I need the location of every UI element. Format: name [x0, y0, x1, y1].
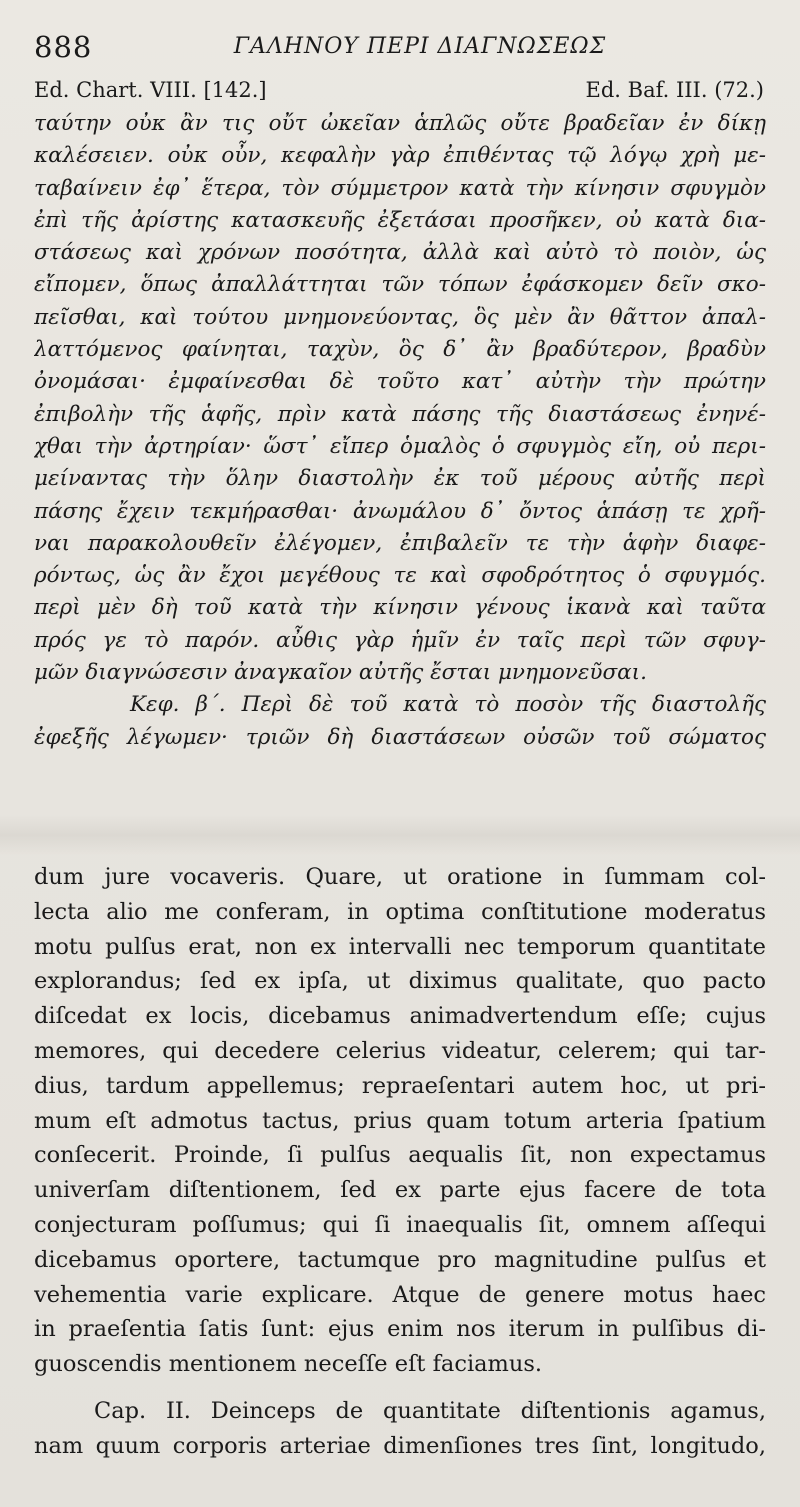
latin-line: vehementia varie explicare. Atque de genere motus haec	[34, 1281, 766, 1308]
edition-basel: Ed. Baf. III. (72.)	[585, 78, 764, 102]
greek-line: καλέσειεν. οὐκ οὖν, κεφαλὴν γὰρ ἐπιθέντας τῷ λόγῳ χρὴ με-	[34, 143, 766, 169]
latin-line: dum jure vocaveris. Quare, ut oratione in ſummam col-	[34, 864, 766, 890]
latin-line: mum eſt admotus tactus, prius quam totum arteria ſpatium	[34, 1107, 766, 1134]
greek-line: μῶν διαγνώσεσιν ἀναγκαῖον αὐτῆς ἔσται μνημονεῦσαι.	[34, 660, 647, 686]
latin-line: in praeſentia ſatis ſunt: ejus enim nos iterum in pulſibus di-	[34, 1316, 766, 1343]
latin-line: nam quum corporis arteriae dimenſiones tres ſint, longitudo,	[34, 1432, 766, 1459]
latin-line: conjecturam poſſumus; qui ſi inaequalis ſit, omnem aſſequi	[34, 1211, 766, 1238]
latin-text-block	[34, 860, 766, 1464]
greek-line: ταβαίνειν ἐφ᾽ ἕτερα, τὸν σύμμετρον κατὰ τὴν κίνησιν σφυγμὸν	[34, 175, 766, 201]
latin-line: univerſam diſtentionem, ſed ex parte ejus facere de tota	[34, 1177, 766, 1204]
greek-line: περὶ μὲν δὴ τοῦ κατὰ τὴν κίνησιν γένους ἱκανὰ καὶ ταῦτα	[34, 595, 766, 621]
running-title: ΓΑΛΗΝΟΥ ΠΕΡΙ ΔΙΑΓΝΩΣΕΩΣ	[233, 34, 607, 59]
latin-line: diſcedat ex locis, dicebamus animadvertendum eſſe; cujus	[34, 1003, 766, 1030]
greek-line: πάσης ἔχειν τεκμήρασθαι· ἀνωμάλου δ᾽ ὄντος ἁπάσῃ τε χρῆ-	[34, 498, 766, 524]
latin-line: explorandus; ſed ex ipſa, ut diximus qualitate, quo pacto	[34, 968, 766, 995]
latin-line: motu pulſus erat, non ex intervalli nec temporum quantitate	[34, 933, 766, 960]
latin-chapter-heading: Cap. II. Deinceps de quantitate diſtentionis agamus,	[94, 1397, 766, 1424]
edition-line	[34, 78, 764, 106]
greek-chapter-heading: Κεφ. β΄. Περὶ δὲ τοῦ κατὰ τὸ ποσὸν τῆς διαστολῆς	[130, 692, 766, 718]
greek-line: λαττόμενος φαίνηται, ταχὺν, ὃς δ᾽ ἂν βραδύτερον, βραδὺν	[34, 337, 766, 363]
greek-line: εἴπομεν, ὅπως ἀπαλλάττηται τῶν τόπων ἐφάσκομεν δεῖν σκο-	[34, 272, 766, 298]
latin-line: dius, tardum appellemus; repraeſentari autem hoc, ut pri-	[34, 1072, 766, 1099]
greek-line: ἐπὶ τῆς ἀρίστης κατασκευῆς ἐξετάσαι προσῆκεν, οὐ κατὰ δια-	[34, 207, 766, 233]
greek-line: ἐφεξῆς λέγωμεν· τριῶν δὴ διαστάσεων οὐσῶν τοῦ σώματος	[34, 724, 766, 750]
greek-line: ταύτην οὐκ ἂν τις οὔτ ὠκεῖαν ἁπλῶς οὔτε βραδεῖαν ἐν δίκῃ	[34, 111, 766, 136]
greek-line: πεῖσθαι, καὶ τούτου μνημονεύοντας, ὃς μὲν ἂν θᾶττον ἀπαλ-	[34, 304, 766, 330]
edition-chartier: Ed. Chart. VIII. [142.]	[34, 78, 267, 102]
greek-line: ὀνομάσαι· ἐμφαίνεσθαι δὲ τοῦτο κατ᾽ αὐτὴν τὴν πρώτην	[34, 369, 766, 395]
page-number: 888	[34, 30, 93, 64]
latin-line: conſecerit. Proinde, ſi pulſus aequalis ſit, non expectamus	[34, 1142, 766, 1169]
page-header	[34, 30, 766, 66]
bleed-through-band	[0, 815, 800, 855]
greek-line: ρόντως, ὡς ἂν ἔχοι μεγέθους τε καὶ σφοδρότητος ὁ σφυγμός.	[34, 563, 766, 589]
greek-line: μείναντας τὴν ὅλην διαστολὴν ἐκ τοῦ μέρους αὐτῆς περὶ	[34, 466, 766, 492]
greek-line: πρός γε τὸ παρόν. αὖθις γὰρ ἡμῖν ἐν ταῖς περὶ τῶν σφυγ-	[34, 627, 766, 653]
latin-line: dicebamus oportere, tactumque pro magnitudine pulſus et	[34, 1246, 766, 1273]
latin-line: memores, qui decedere celerius videatur, celerem; qui tar-	[34, 1037, 766, 1064]
greek-line: ναι παρακολουθεῖν ἐλέγομεν, ἐπιβαλεῖν τε τὴν ἁφὴν διαφε-	[34, 530, 766, 556]
latin-line: lecta alio me conferam, in optima conſtitutione moderatus	[34, 898, 766, 925]
latin-line: guoscendis mentionem neceſſe eſt faciamus.	[34, 1351, 543, 1378]
greek-text-block	[34, 108, 766, 754]
greek-line: στάσεως καὶ χρόνων ποσότητα, ἀλλὰ καὶ αὐτὸ τὸ ποιὸν, ὡς	[34, 240, 766, 266]
greek-line: ἐπιβολὴν τῆς ἁφῆς, πρὶν κατὰ πάσης τῆς διαστάσεως ἐνηνέ-	[34, 401, 766, 427]
greek-line: χθαι τὴν ἀρτηρίαν· ὥστ᾽ εἴπερ ὁμαλὸς ὁ σφυγμὸς εἴη, οὐ περι-	[34, 433, 766, 459]
